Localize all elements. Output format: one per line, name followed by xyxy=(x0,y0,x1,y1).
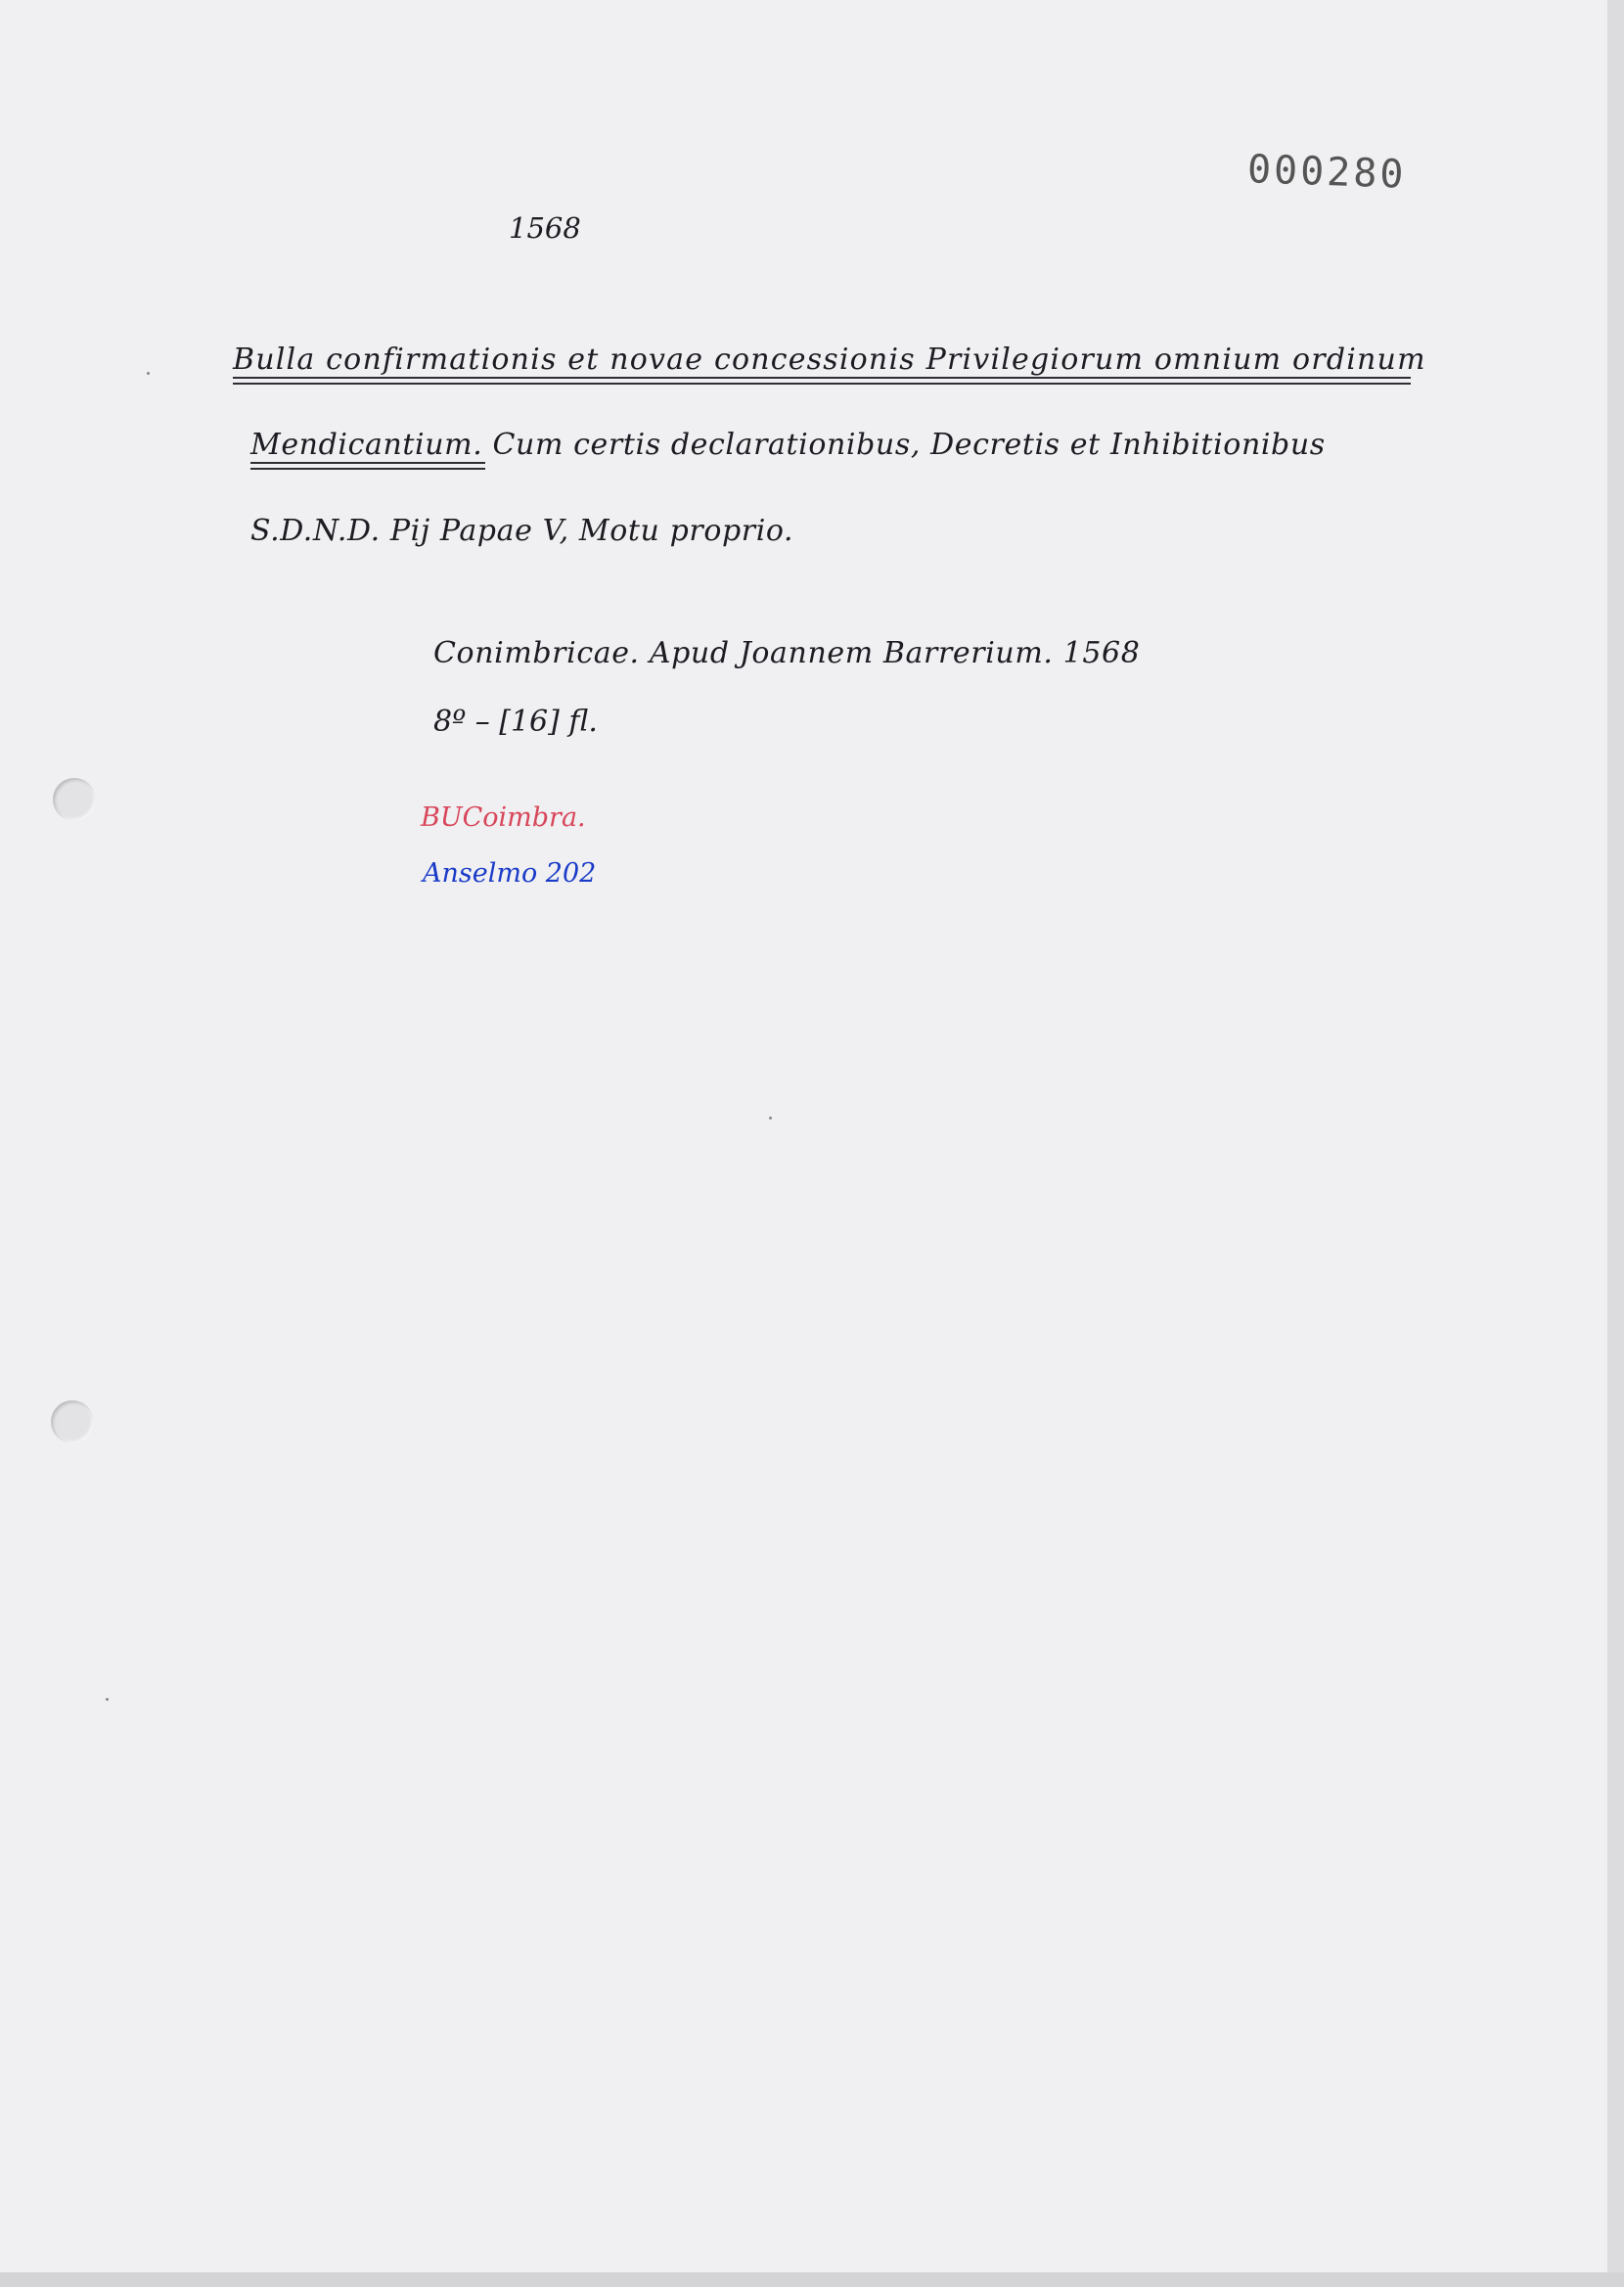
bibliographic-reference: Anselmo 202 xyxy=(423,858,597,889)
sheet-number-stamp: 000280 xyxy=(1246,147,1408,198)
title-double-underline xyxy=(250,462,485,470)
paper-speck xyxy=(106,1698,109,1701)
collation-line: 8º – [16] fl. xyxy=(433,705,598,739)
punch-hole xyxy=(51,1400,94,1443)
title-line-1: Bulla confirmationis et novae concessionis Privilegiorum omnium ordinum xyxy=(233,343,1426,377)
paper-speck xyxy=(769,1117,772,1120)
paper-speck xyxy=(147,372,150,375)
page-edge-right xyxy=(1607,0,1624,2287)
title-line-2: Mendicantium. Cum certis declarationibus, Decretis et Inhibitionibus xyxy=(250,428,1326,462)
punch-hole xyxy=(53,778,96,821)
library-location: BUCoimbra. xyxy=(421,802,586,833)
title-double-underline xyxy=(233,377,1411,385)
page-edge-bottom xyxy=(0,2272,1624,2287)
title-line-3: S.D.N.D. Pij Papae V, Motu proprio. xyxy=(250,514,794,548)
imprint-line: Conimbricae. Apud Joannem Barrerium. 1568 xyxy=(433,636,1141,670)
year-heading: 1568 xyxy=(509,211,581,245)
